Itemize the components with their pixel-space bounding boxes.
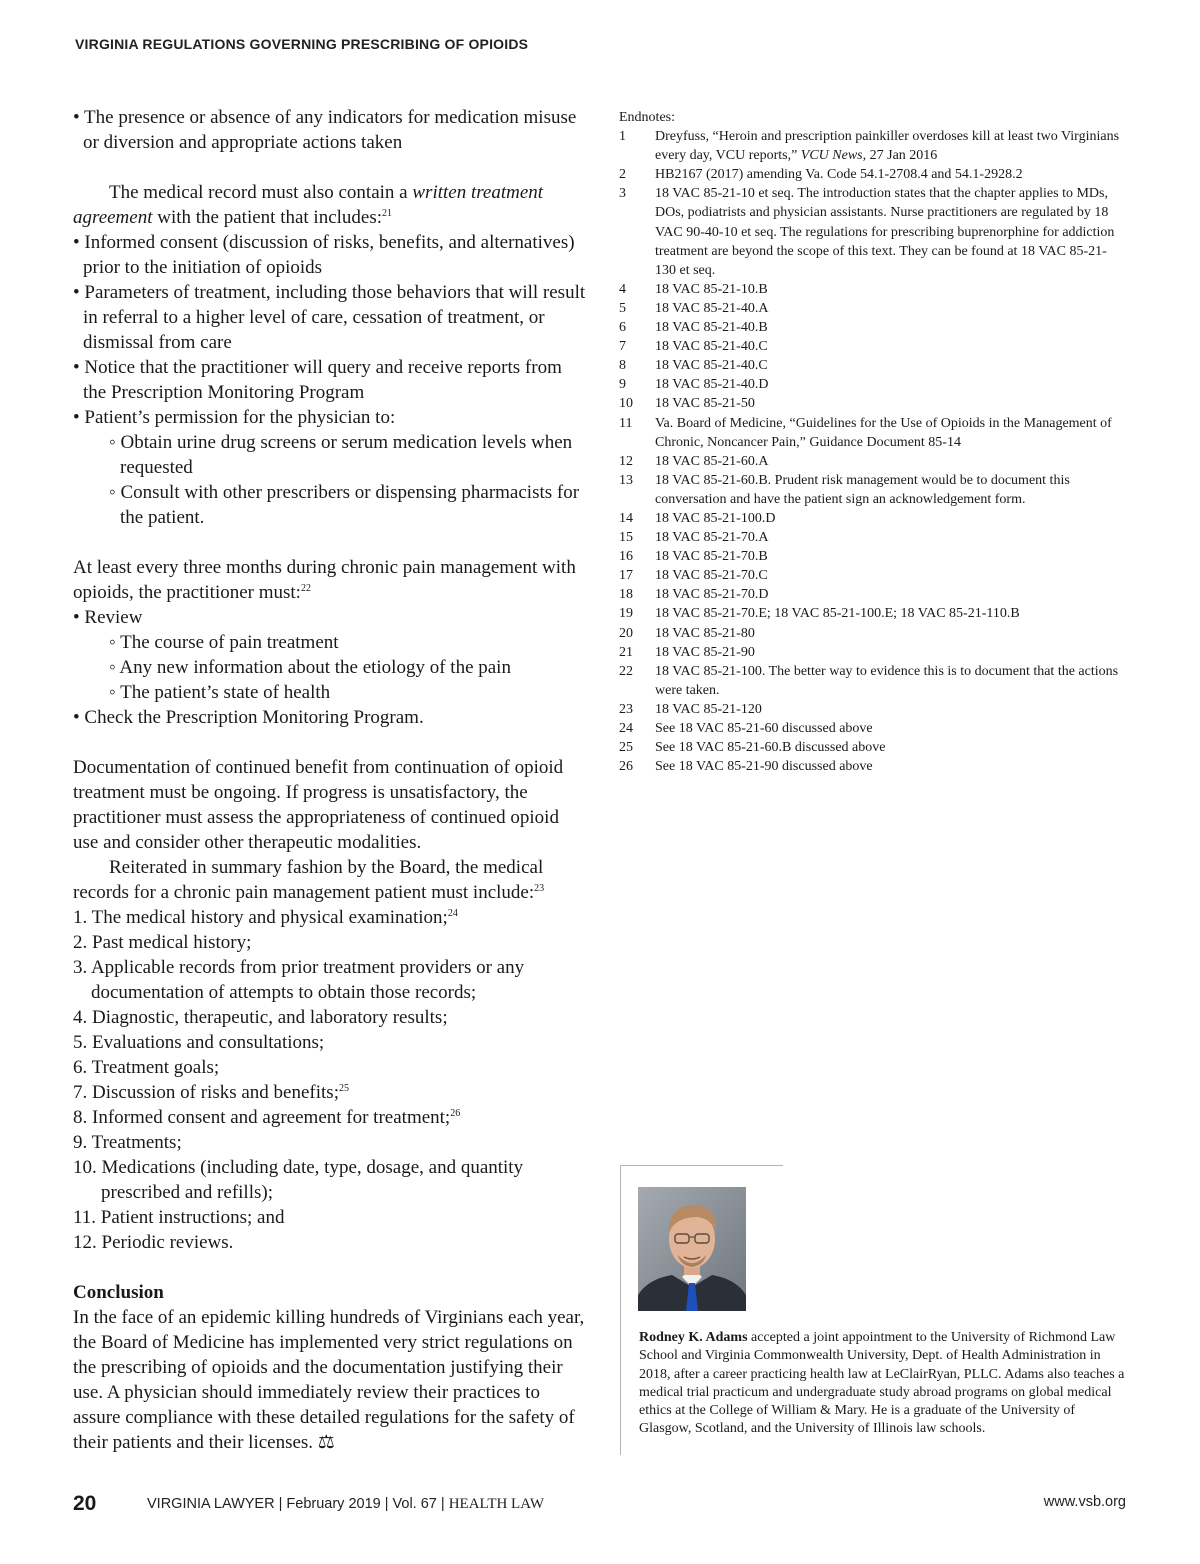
agreement-intro: The medical record must also contain a written treatment agreement with the patient that includes:$^{21}$ [73,182,544,228]
conclusion-heading: Conclusion [73,1282,164,1303]
endnote [619,394,1127,413]
endnote-number: 9 [619,377,626,393]
endnote-number: 22 [619,663,633,679]
numbered-item: 4. Diagnostic, therapeutic, and laboratory results; [73,1007,448,1028]
endnote-text: 18 VAC 85-21-70.E; 18 VAC 85-21-100.E; 18 VAC 85-21-110.B [655,606,1020,622]
numbered-item: 8. Informed consent and agreement for treatment;$^{26}$ [73,1107,461,1128]
numbered-item: 5. Evaluations and consultations; [73,1032,325,1053]
endnote-number: 8 [619,358,626,374]
endnote-number: 16 [619,549,633,565]
endnote [619,624,1127,643]
endnote-number: 21 [619,644,633,660]
endnote-text: HB2167 (2017) amending Va. Code 54.1-2708.4 and 54.1-2928.2 [655,167,1023,183]
endnote-number: 23 [619,701,633,717]
endnote [619,356,1127,375]
endnotes [619,108,1127,776]
endnote-number: 15 [619,530,633,546]
endnote-text: 18 VAC 85-21-10.B [655,281,768,297]
bullet-item: • Informed consent (discussion of risks, benefits, and alternatives) prior to the initiation of opioids [73,232,575,278]
endnote-text: 18 VAC 85-21-60.B. Prudent risk management would be to document this conversation and have the patient sign an acknowledgement form. [655,472,1070,507]
footnote-ref: 21 [382,208,393,219]
numbered-item: 6. Treatment goals; [73,1057,220,1078]
endnote [619,414,1127,452]
endnote-number: 2 [619,167,626,183]
endnote-list [619,165,1127,776]
bullet-item: • Check the Prescription Monitoring Program. [73,707,424,728]
endnote-text: 18 VAC 85-21-40.A [655,300,769,316]
endnote-number: 4 [619,281,626,297]
running-header: VIRGINIA REGULATIONS GOVERNING PRESCRIBING OF OPIOIDS [75,36,529,52]
bio-divider [620,1165,783,1166]
bullet-item: • Patient’s permission for the physician to: [73,407,396,428]
endnote-text: 18 VAC 85-21-60.A [655,453,769,469]
endnotes-title: Endnotes: [619,110,675,125]
endnote-number: 3 [619,186,626,202]
documentation-paragraph: Documentation of continued benefit from continuation of opioid treatment must be ongoing. If progress is unsatisfactory, the practitioner must assess the appropriateness of continued opioid use and consider other therapeutic modalities. [73,757,564,853]
bullet-item: • Parameters of treatment, including those behaviors that will result in referral to a higher level of care, cessation of treatment, or dismissal from care [73,282,586,353]
endnote [619,165,1127,184]
endnote [619,318,1127,337]
endnote-text: 18 VAC 85-21-70.D [655,587,769,603]
left-column [73,105,588,1455]
endnote [619,509,1127,528]
sub-bullet-item: ◦ Any new information about the etiology of the pain [109,657,511,678]
numbered-item: 10. Medications (including date, type, dosage, and quantity prescribed and refills); [73,1157,524,1203]
endnote [619,566,1127,585]
endnote-text: 18 VAC 85-21-10 et seq. The introduction states that the chapter applies to MDs, DOs, podiatrists and physician assistants. Nurse practitioners are regulated by 18 VAC 90-40-10 et seq. The regulations for prescribing buprenorphine for addiction treatment are beyond the scope of this text. They can be found at 18 VAC 85-21-130 et seq. [655,186,1115,278]
numbered-item: 2. Past medical history; [73,932,252,953]
endnote [619,280,1127,299]
bullet-item: • Notice that the practitioner will query and receive reports from the Prescription Monitoring Program [73,357,562,403]
endnote-number: 19 [619,606,633,622]
bio-divider-vertical [620,1165,621,1455]
endnote [619,299,1127,318]
endnote [619,184,1127,279]
endnote-number: 17 [619,568,633,584]
numbered-item: 9. Treatments; [73,1132,182,1153]
endnote [619,757,1127,776]
endnote-text: See 18 VAC 85-21-60.B discussed above [655,740,886,756]
endnote-number: 18 [619,587,633,603]
endnote-text: 18 VAC 85-21-40.C [655,358,768,374]
website: www.vsb.org [1043,1494,1126,1510]
endnote-text: 18 VAC 85-21-40.D [655,377,769,393]
endnote-number: 1 [619,129,626,145]
endnote-text: See 18 VAC 85-21-60 discussed above [655,721,873,736]
section-name: HEALTH LAW [448,1496,545,1512]
reiterated-paragraph: Reiterated in summary fashion by the Board, the medical records for a chronic pain management patient must include:$^{23}$ [73,857,545,903]
author-name: Rodney K. Adams [639,1330,748,1345]
endnote [619,528,1127,547]
endnote-text: Va. Board of Medicine, “Guidelines for the Use of Opioids in the Management of Chronic, Noncancer Pain,” Guidance Document 85-14 [655,415,1112,450]
endnote-number: 6 [619,320,626,336]
endnote [619,700,1127,719]
endnote [619,127,1127,165]
endnote-number: 7 [619,339,626,355]
endnote-number: 11 [619,415,633,431]
endnote-text: 18 VAC 85-21-40.C [655,339,768,355]
endnote [619,719,1127,738]
numbered-item: 12. Periodic reviews. [73,1232,234,1253]
endnote-text: 18 VAC 85-21-90 [655,644,755,660]
endnote-number: 12 [619,453,633,469]
bullet-item: • The presence or absence of any indicators for medication misuse or diversion and appropriate actions taken [73,107,577,153]
endnote [619,585,1127,604]
endnote-text: 18 VAC 85-21-50 [655,396,755,412]
endnote-text: 18 VAC 85-21-120 [655,701,762,717]
endnote [619,604,1127,623]
bullet-item: • Review [73,607,143,628]
endnote [619,643,1127,662]
page-number: 20 [73,1492,97,1515]
sub-bullet-item: ◦ The patient’s state of health [109,682,331,703]
numbered-item: 11. Patient instructions; and [73,1207,285,1228]
endnote-number: 26 [619,759,633,775]
magazine-info: VIRGINIA LAWYER | February 2019 | Vol. 67 | HEALTH LAW [147,1496,545,1512]
sub-bullet-item: ◦ Consult with other prescribers or dispensing pharmacists for the patient. [109,482,580,528]
endnote-text: See 18 VAC 85-21-90 discussed above [655,759,873,775]
numbered-item: 3. Applicable records from prior treatment providers or any documentation of attempts to obtain those records; [73,957,525,1003]
author-photo [638,1187,746,1311]
endnote-text: Dreyfuss, “Heroin and prescription painkiller overdoses kill at least two Virginians every day, VCU reports,” VCU News, 27 Jan 2016 [655,129,1120,164]
endnote [619,471,1127,509]
endnote-text: 18 VAC 85-21-40.B [655,320,768,336]
sub-bullet-item: ◦ The course of pain treatment [109,632,339,653]
endnote-text: 18 VAC 85-21-70.A [655,530,769,546]
endnote-text: 18 VAC 85-21-70.B [655,549,768,565]
endnote-text: 18 VAC 85-21-80 [655,625,755,641]
endnote-number: 14 [619,510,633,526]
endnote [619,337,1127,356]
numbered-item: 7. Discussion of risks and benefits;$^{25}$ [73,1082,349,1103]
endnote-text: 18 VAC 85-21-70.C [655,568,768,584]
author-bio: Rodney K. Adams accepted a joint appointment to the University of Richmond Law School and Virginia Commonwealth University, Dept. of Health Administration in 2018, after a career practicing health law at LeClairRyan, PLLC. Adams also teaches a medical trial practicum and undergraduate study abroad programs on global medical ethics at the College of William & Mary. He is a graduate of the University of Glasgow, Scotland, and the University of Illinois law schools. [639,1330,1125,1437]
endnote [619,738,1127,757]
endnote-number: 25 [619,740,633,756]
numbered-item: 1. The medical history and physical examination;$^{24}$ [73,907,458,928]
three-months-paragraph: At least every three months during chronic pain management with opioids, the practitioner must:$^{22}$ [73,557,576,603]
endnote [619,375,1127,394]
endnote [619,452,1127,471]
endnote [619,662,1127,700]
endnote-number: 24 [619,721,633,736]
endnote-text: 18 VAC 85-21-100. The better way to evidence this is to document that the actions were taken. [655,663,1119,698]
endnote-number: 13 [619,472,633,488]
endnote-text: 18 VAC 85-21-100.D [655,510,776,526]
sub-bullet-item: ◦ Obtain urine drug screens or serum medication levels when requested [109,432,573,478]
endnote-number: 10 [619,396,633,412]
conclusion-paragraph: In the face of an epidemic killing hundreds of Virginians each year, the Board of Medicine has implemented very strict regulations on the prescribing of opioids and the documentation justifying their use. A physician should immediately review their practices to assure compliance with these detailed regulations for the safety of their patients and their licenses. ⚖ [73,1307,585,1453]
footnote-ref: 22 [300,583,311,594]
endnote-number: 20 [619,625,633,641]
footnote-ref: 23 [534,883,545,894]
endnote [619,547,1127,566]
endnote-number: 5 [619,300,626,316]
